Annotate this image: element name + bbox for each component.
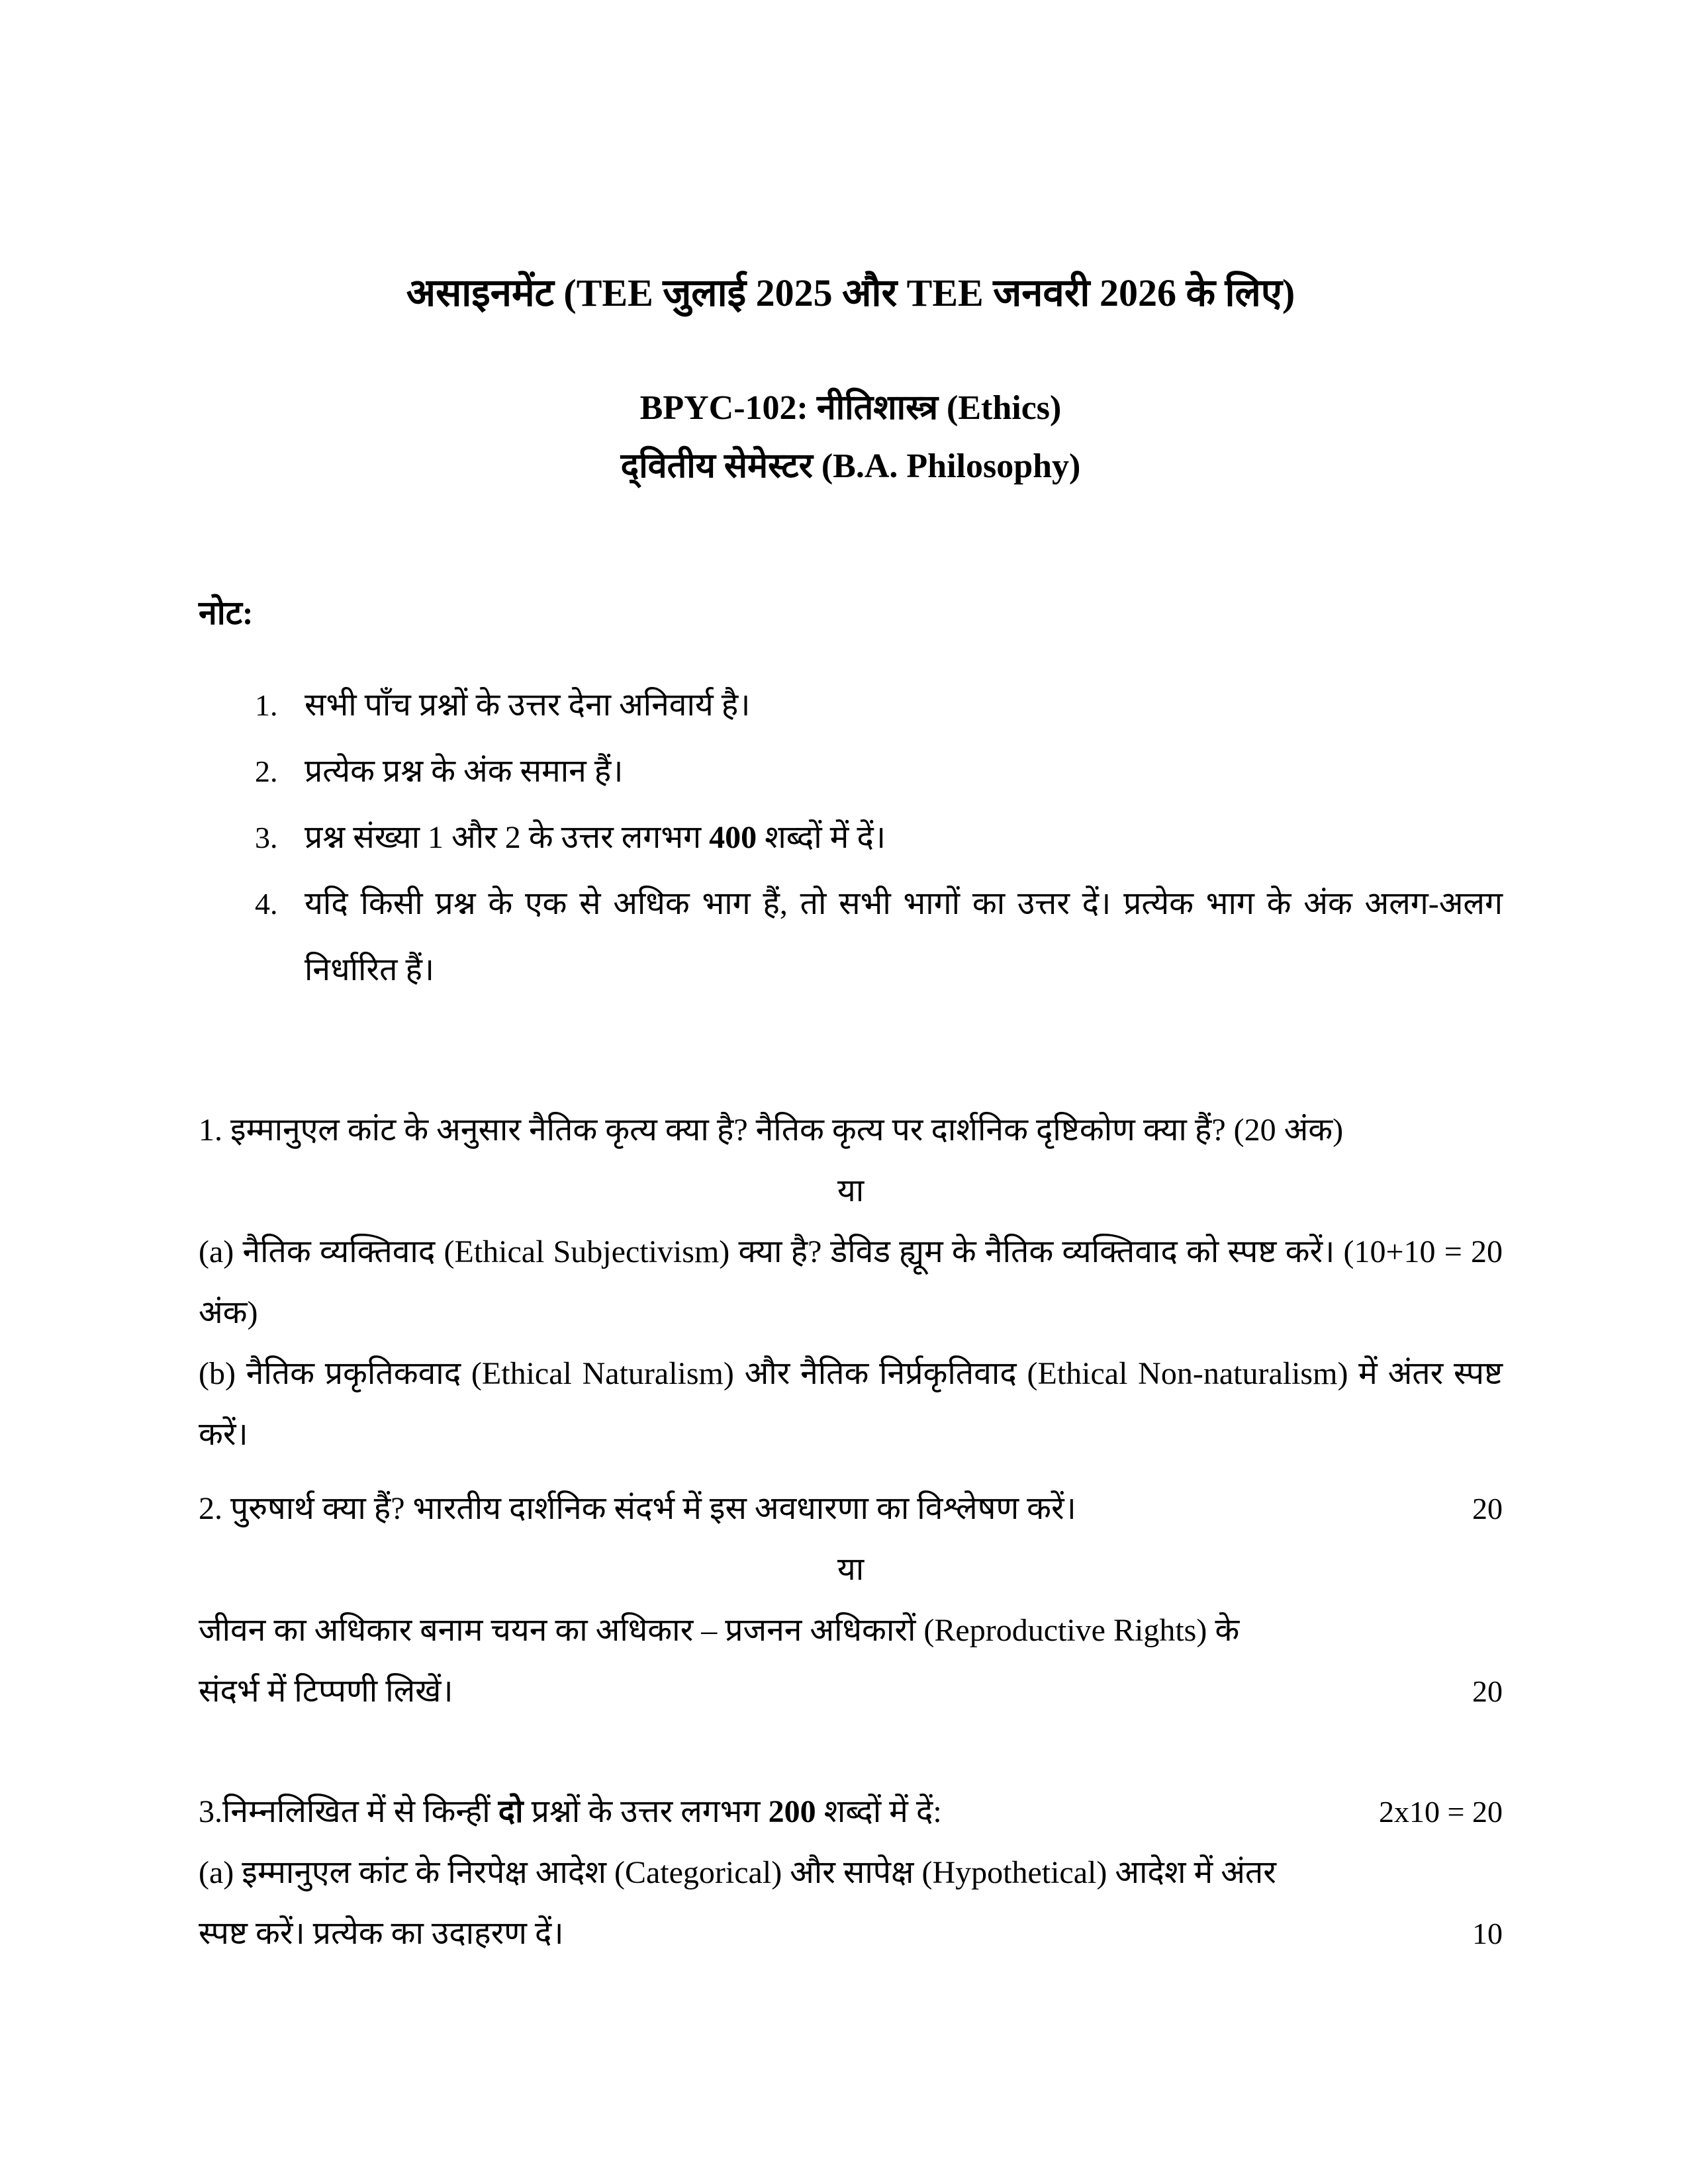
question-2-alt-row <box>199 1661 1503 1722</box>
note-item-4 <box>199 871 1503 1003</box>
note-list <box>199 672 1503 1003</box>
note-item-text-pre: प्रश्न संख्या 1 और 2 के उत्तर लगभग <box>305 820 710 855</box>
note-item-1 <box>199 672 1503 739</box>
question-3-bold-200: 200 <box>768 1794 816 1829</box>
question-3-marks: 2x10 = 20 <box>1379 1795 1503 1829</box>
semester-line: द्‌वितीय सेमेस्टर (B.A. Philosophy) <box>620 447 1081 485</box>
note-heading: नोट: <box>199 594 254 631</box>
question-2-alt-line2: संदर्भ में टिप्पणी लिखें। <box>199 1674 453 1709</box>
question-3-block <box>199 1782 1503 1964</box>
question-2-alt-line1: जीवन का अधिकार बनाम चयन का अधिकार – प्रजनन अधिकारों (Reproductive Rights) के <box>199 1613 1240 1648</box>
question-3a-line1: (a) इम्मानुएल कांट के निरपेक्ष आदेश (Categorical) और सापेक्ष (Hypothetical) आदेश में अंतर <box>199 1855 1276 1890</box>
question-3a-marks: 10 <box>1472 1917 1503 1950</box>
question-3-pre: 3.निम्नलिखित में से किन्हीं <box>199 1794 498 1829</box>
note-item-text <box>305 805 1503 871</box>
note-item-text: प्रत्येक प्रश्न के अंक समान हैं। <box>305 754 624 789</box>
or-divider-1: या <box>837 1173 865 1208</box>
question-2-marks: 20 <box>1472 1492 1503 1525</box>
question-2-row <box>199 1479 1503 1539</box>
note-item-number: 4. <box>255 887 278 921</box>
question-1a: (a) नैतिक व्यक्तिवाद (Ethical Subjectivism) क्या है? डेविड ह्यूम के नैतिक व्यक्तिवाद को स्पष्ट करें। (10+10 = 20 अंक) <box>199 1234 1503 1330</box>
note-item-text-bold: 400 <box>709 820 757 855</box>
question-2-alt-marks: 20 <box>1472 1674 1503 1708</box>
question-3-bold-two: दो <box>498 1794 524 1829</box>
note-item-text-post: शब्दों में दें। <box>757 820 886 855</box>
note-item-text: सभी पाँच प्रश्नों के उत्तर देना अनिवार्य है। <box>305 688 751 723</box>
question-3-mid: प्रश्नों के उत्तर लगभग <box>523 1794 769 1829</box>
question-2-block <box>199 1479 1503 1722</box>
course-title: BPYC-102: नीतिशास्त्र (Ethics) <box>639 389 1062 427</box>
question-2: 2. पुरुषार्थ क्या हैं? भारतीय दार्शनिक संदर्भ में इस अवधारणा का विश्लेषण करें। <box>199 1491 1076 1526</box>
question-3a-line2: स्पष्ट करें। प्रत्येक का उदाहरण दें। <box>199 1916 564 1951</box>
question-1: 1. इम्मानुएल कांट के अनुसार नैतिक कृत्य क्या है? नैतिक कृत्य पर दार्शनिक दृष्टिकोण क्या हैं? (20 अंक) <box>199 1113 1344 1148</box>
question-3-row <box>199 1782 1503 1843</box>
note-item-number: 3. <box>255 821 278 854</box>
question-3a-row <box>199 1903 1503 1964</box>
note-item-2 <box>199 739 1503 805</box>
question-1b: (b) नैतिक प्रकृतिकवाद (Ethical Naturalism) और नैतिक निर्प्रकृतिवाद (Ethical Non-naturalism) में अंतर स्पष्ट करें। <box>199 1356 1503 1452</box>
question-3-post: शब्दों में दें: <box>816 1794 942 1829</box>
question-3 <box>199 1782 1352 1843</box>
note-item-3 <box>199 805 1503 871</box>
note-item-number: 1. <box>255 688 278 722</box>
note-item-number: 2. <box>255 754 278 788</box>
assignment-title: असाइनमेंट (TEE जुलाई 2025 और TEE जनवरी 2026 के लिए) <box>406 271 1295 314</box>
note-item-text: यदि किसी प्रश्न के एक से अधिक भाग हैं, तो सभी भागों का उत्तर दें। प्रत्येक भाग के अंक अलग-अलग निर्धारित हैं। <box>305 886 1503 987</box>
or-divider-2: या <box>837 1552 865 1587</box>
